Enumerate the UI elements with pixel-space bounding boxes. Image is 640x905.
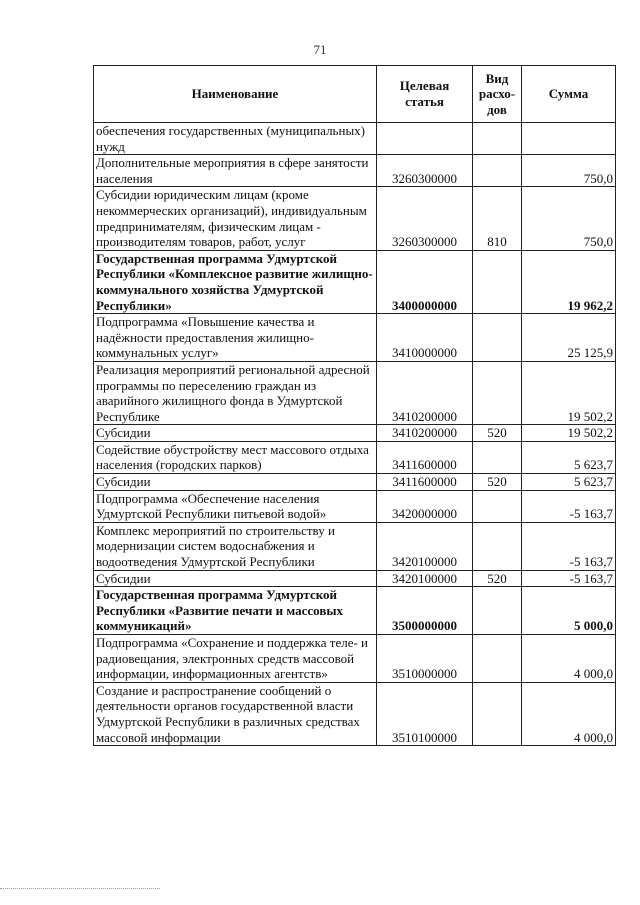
cell-sum: -5 163,7 (522, 522, 616, 570)
cell-target-article: 3400000000 (377, 250, 473, 313)
table-row (94, 155, 616, 187)
cell-expense-type (473, 587, 522, 635)
cell-expense-type: 520 (473, 425, 522, 442)
table-row (94, 425, 616, 442)
cell-expense-type (473, 361, 522, 424)
cell-target-article (377, 123, 473, 155)
cell-name: Дополнительные мероприятия в сфере занятости населения (94, 155, 377, 187)
cell-target-article: 3260300000 (377, 187, 473, 250)
cell-name: Создание и распространение сообщений о деятельности органов государственной власти Удмуртской Республики в различных средствах массовой информации (94, 682, 377, 745)
cell-target-article: 3411600000 (377, 474, 473, 491)
cell-sum: 5 623,7 (522, 441, 616, 473)
cell-name: Подпрограмма «Обеспечение населения Удмуртской Республики питьевой водой» (94, 490, 377, 522)
cell-sum: 750,0 (522, 155, 616, 187)
cell-target-article: 3510100000 (377, 682, 473, 745)
cell-sum: -5 163,7 (522, 570, 616, 587)
cell-sum: 19 502,2 (522, 361, 616, 424)
table-row (94, 522, 616, 570)
cell-expense-type (473, 635, 522, 683)
table-row (94, 570, 616, 587)
cell-name: Реализация мероприятий региональной адресной программы по переселению граждан из аварийного жилищного фонда в Удмуртской Республике (94, 361, 377, 424)
cell-expense-type (473, 314, 522, 362)
cell-target-article: 3420000000 (377, 490, 473, 522)
table-row (94, 682, 616, 745)
cell-target-article: 3420100000 (377, 522, 473, 570)
cell-sum: 19 502,2 (522, 425, 616, 442)
cell-expense-type (473, 490, 522, 522)
cell-target-article: 3410000000 (377, 314, 473, 362)
cell-expense-type (473, 522, 522, 570)
cell-sum: 5 623,7 (522, 474, 616, 491)
table-row (94, 361, 616, 424)
cell-expense-type: 520 (473, 570, 522, 587)
table-row (94, 587, 616, 635)
table-row (94, 490, 616, 522)
cell-name: Государственная программа Удмуртской Республики «Развитие печати и массовых коммуникаций» (94, 587, 377, 635)
cell-sum: 750,0 (522, 187, 616, 250)
budget-table (93, 65, 616, 746)
cell-name: обеспечения государственных (муниципальных) нужд (94, 123, 377, 155)
cell-name: Субсидии (94, 474, 377, 491)
cell-expense-type (473, 155, 522, 187)
table-row (94, 123, 616, 155)
cell-target-article: 3410200000 (377, 361, 473, 424)
header-target-article: Целевая статья (377, 66, 473, 123)
cell-name: Подпрограмма «Сохранение и поддержка теле- и радиовещания, электронных средств массовой информации, информационных агентств» (94, 635, 377, 683)
cell-name: Подпрограмма «Повышение качества и надёжности предоставления жилищно-коммунальных услуг» (94, 314, 377, 362)
table-header-row (94, 66, 616, 123)
footer-line (0, 888, 160, 889)
header-name: Наименование (94, 66, 377, 123)
table-row (94, 314, 616, 362)
cell-name: Государственная программа Удмуртской Республики «Комплексное развитие жилищно-коммунального хозяйства Удмуртской Республики» (94, 250, 377, 313)
cell-expense-type (473, 682, 522, 745)
cell-expense-type (473, 250, 522, 313)
table-row (94, 474, 616, 491)
table-row (94, 187, 616, 250)
cell-target-article: 3420100000 (377, 570, 473, 587)
page-number: 71 (313, 42, 327, 57)
header-expense-type: Вид расхо-дов (473, 66, 522, 123)
cell-name: Субсидии (94, 570, 377, 587)
cell-sum: 4 000,0 (522, 635, 616, 683)
cell-sum: 5 000,0 (522, 587, 616, 635)
cell-target-article: 3260300000 (377, 155, 473, 187)
cell-expense-type (473, 123, 522, 155)
cell-name: Субсидии (94, 425, 377, 442)
cell-name: Содействие обустройству мест массового отдыха населения (городских парков) (94, 441, 377, 473)
header-sum: Сумма (522, 66, 616, 123)
cell-expense-type: 520 (473, 474, 522, 491)
table-row (94, 441, 616, 473)
cell-sum: 4 000,0 (522, 682, 616, 745)
table-body (94, 123, 616, 746)
cell-sum (522, 123, 616, 155)
cell-target-article: 3500000000 (377, 587, 473, 635)
cell-target-article: 3410200000 (377, 425, 473, 442)
cell-target-article: 3510000000 (377, 635, 473, 683)
cell-sum: -5 163,7 (522, 490, 616, 522)
cell-sum: 19 962,2 (522, 250, 616, 313)
table-row (94, 250, 616, 313)
cell-expense-type: 810 (473, 187, 522, 250)
table-row (94, 635, 616, 683)
cell-expense-type (473, 441, 522, 473)
cell-target-article: 3411600000 (377, 441, 473, 473)
cell-name: Субсидии юридическим лицам (кроме некоммерческих организаций), индивидуальным предпринимателям, физическим лицам - производителям товаров, работ, услуг (94, 187, 377, 250)
cell-sum: 25 125,9 (522, 314, 616, 362)
cell-name: Комплекс мероприятий по строительству и модернизации систем водоснабжения и водоотведения Удмуртской Республики (94, 522, 377, 570)
